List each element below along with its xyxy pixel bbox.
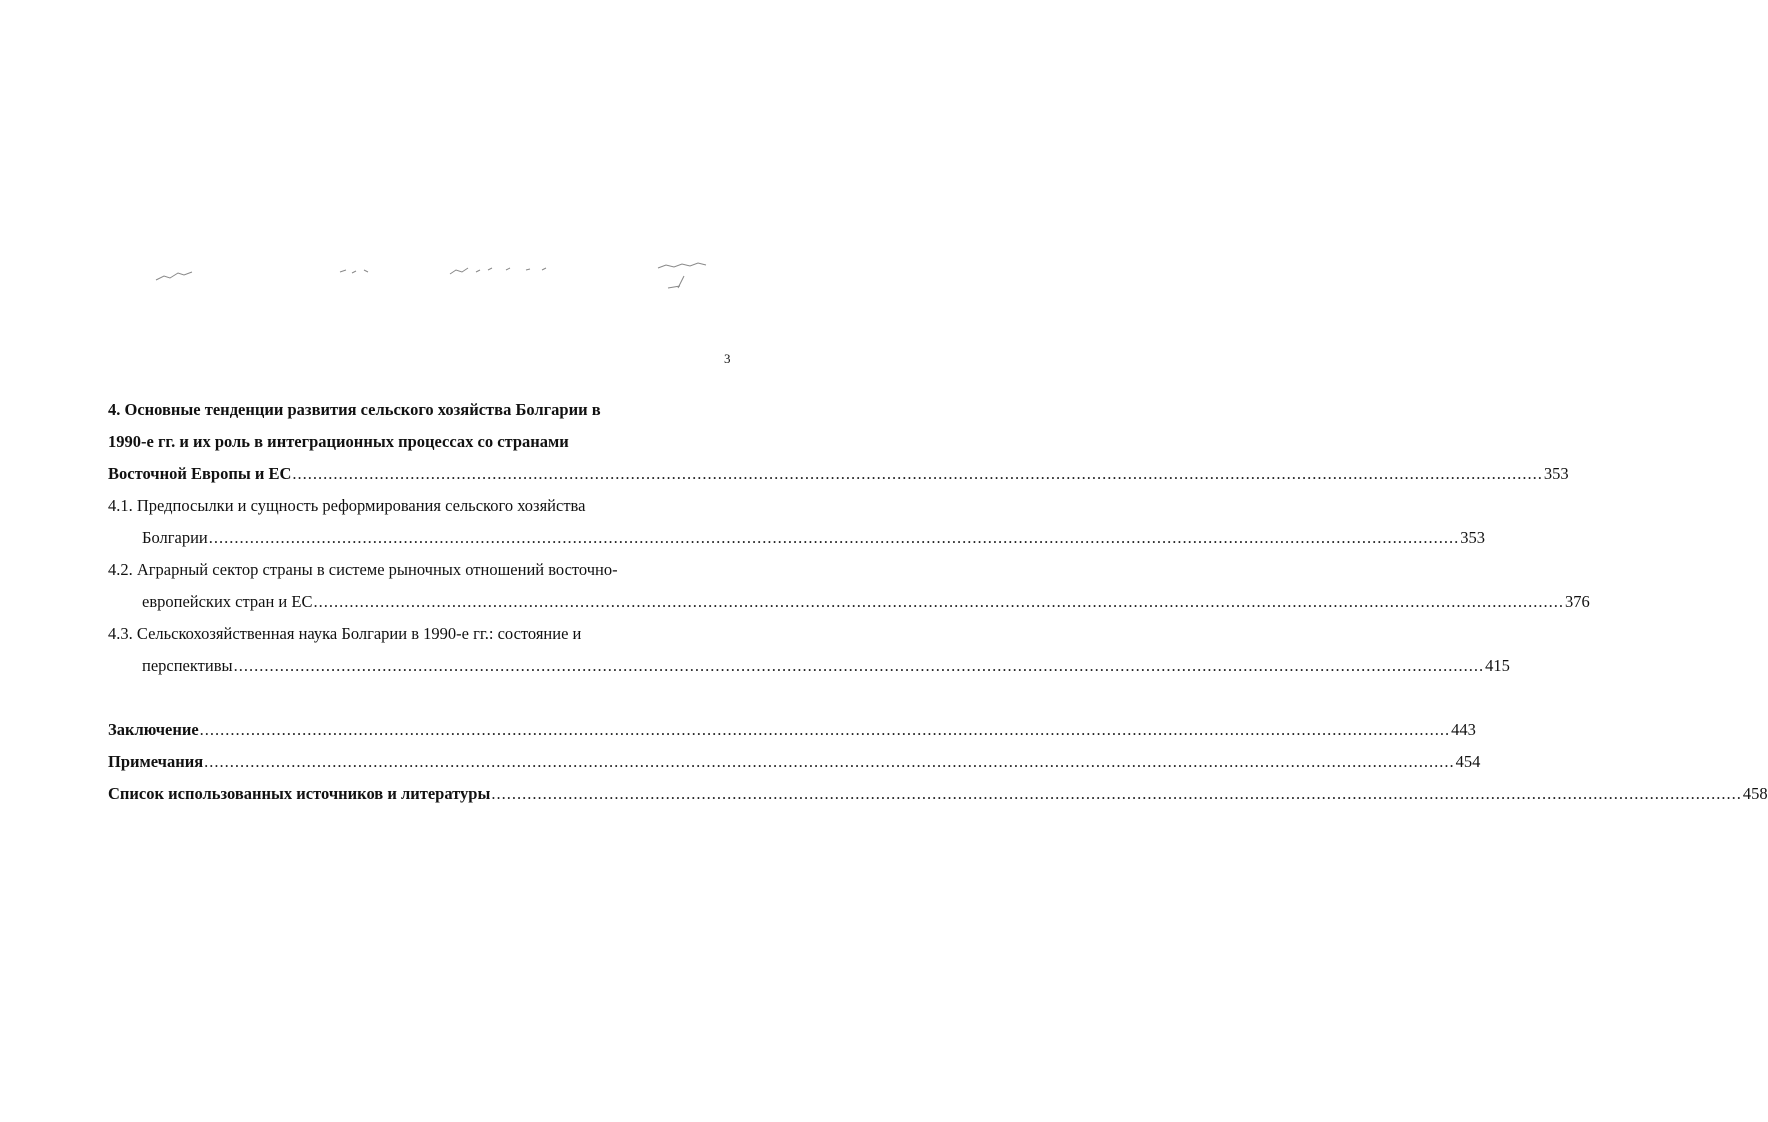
toc-conclusion-title: Заключение [108,720,199,739]
toc-section-4-3-line-1 [108,618,732,650]
toc-section-4-1-line-1 [108,490,732,522]
scan-artifact-marks [150,258,730,298]
dot-leader [292,458,1543,490]
toc-chapter-title-1: 4. Основные тенденции развития сельского хозяйства Болгарии в [108,400,601,419]
table-of-contents [108,394,1768,810]
dot-leader [204,746,1455,778]
dot-leader [313,586,1564,618]
toc-chapter-title-3: Восточной Европы и ЕС [108,464,292,483]
toc-chapter-title-2: 1990-е гг. и их роль в интеграционных процессах со странами [108,432,569,451]
page-number: 3 [724,351,731,366]
dot-leader [200,714,1451,746]
toc-section-page: 376 [1564,592,1590,611]
dot-leader [234,650,1485,682]
spacer [108,682,732,714]
toc-section-title-cont: Болгарии [142,528,208,547]
toc-bibliography-page: 458 [1742,784,1768,803]
toc-section-title: 4.2. Аграрный сектор страны в системе рыночных отношений восточно- [108,560,618,579]
toc-notes-title: Примечания [108,752,204,771]
toc-notes-page: 454 [1455,752,1481,771]
toc-conclusion-line [108,714,1476,746]
toc-notes-line [108,746,1481,778]
toc-section-title: 4.3. Сельскохозяйственная наука Болгарии в 1990-е гг.: состояние и [108,624,582,643]
toc-section-4-1-line-2 [108,522,1485,554]
dot-leader [491,778,1742,810]
toc-section-4-3-line-2 [108,650,1510,682]
toc-section-title-cont: европейских стран и ЕС [142,592,313,611]
toc-section-4-2-line-2 [108,586,1590,618]
toc-chapter-line-3 [108,458,1569,490]
toc-bibliography-line [108,778,1768,810]
toc-chapter-line-2 [108,426,732,458]
toc-bibliography-title: Список использованных источников и литературы [108,784,491,803]
toc-section-page: 415 [1485,656,1510,675]
toc-section-title-cont: перспективы [142,656,233,675]
toc-chapter-page: 353 [1543,464,1569,483]
toc-section-page: 353 [1460,528,1485,547]
dot-leader [209,522,1460,554]
toc-section-title: 4.1. Предпосылки и сущность реформирования сельского хозяйства [108,496,586,515]
toc-section-4-2-line-1 [108,554,732,586]
toc-conclusion-page: 443 [1451,720,1476,739]
toc-chapter-line-1 [108,394,732,426]
